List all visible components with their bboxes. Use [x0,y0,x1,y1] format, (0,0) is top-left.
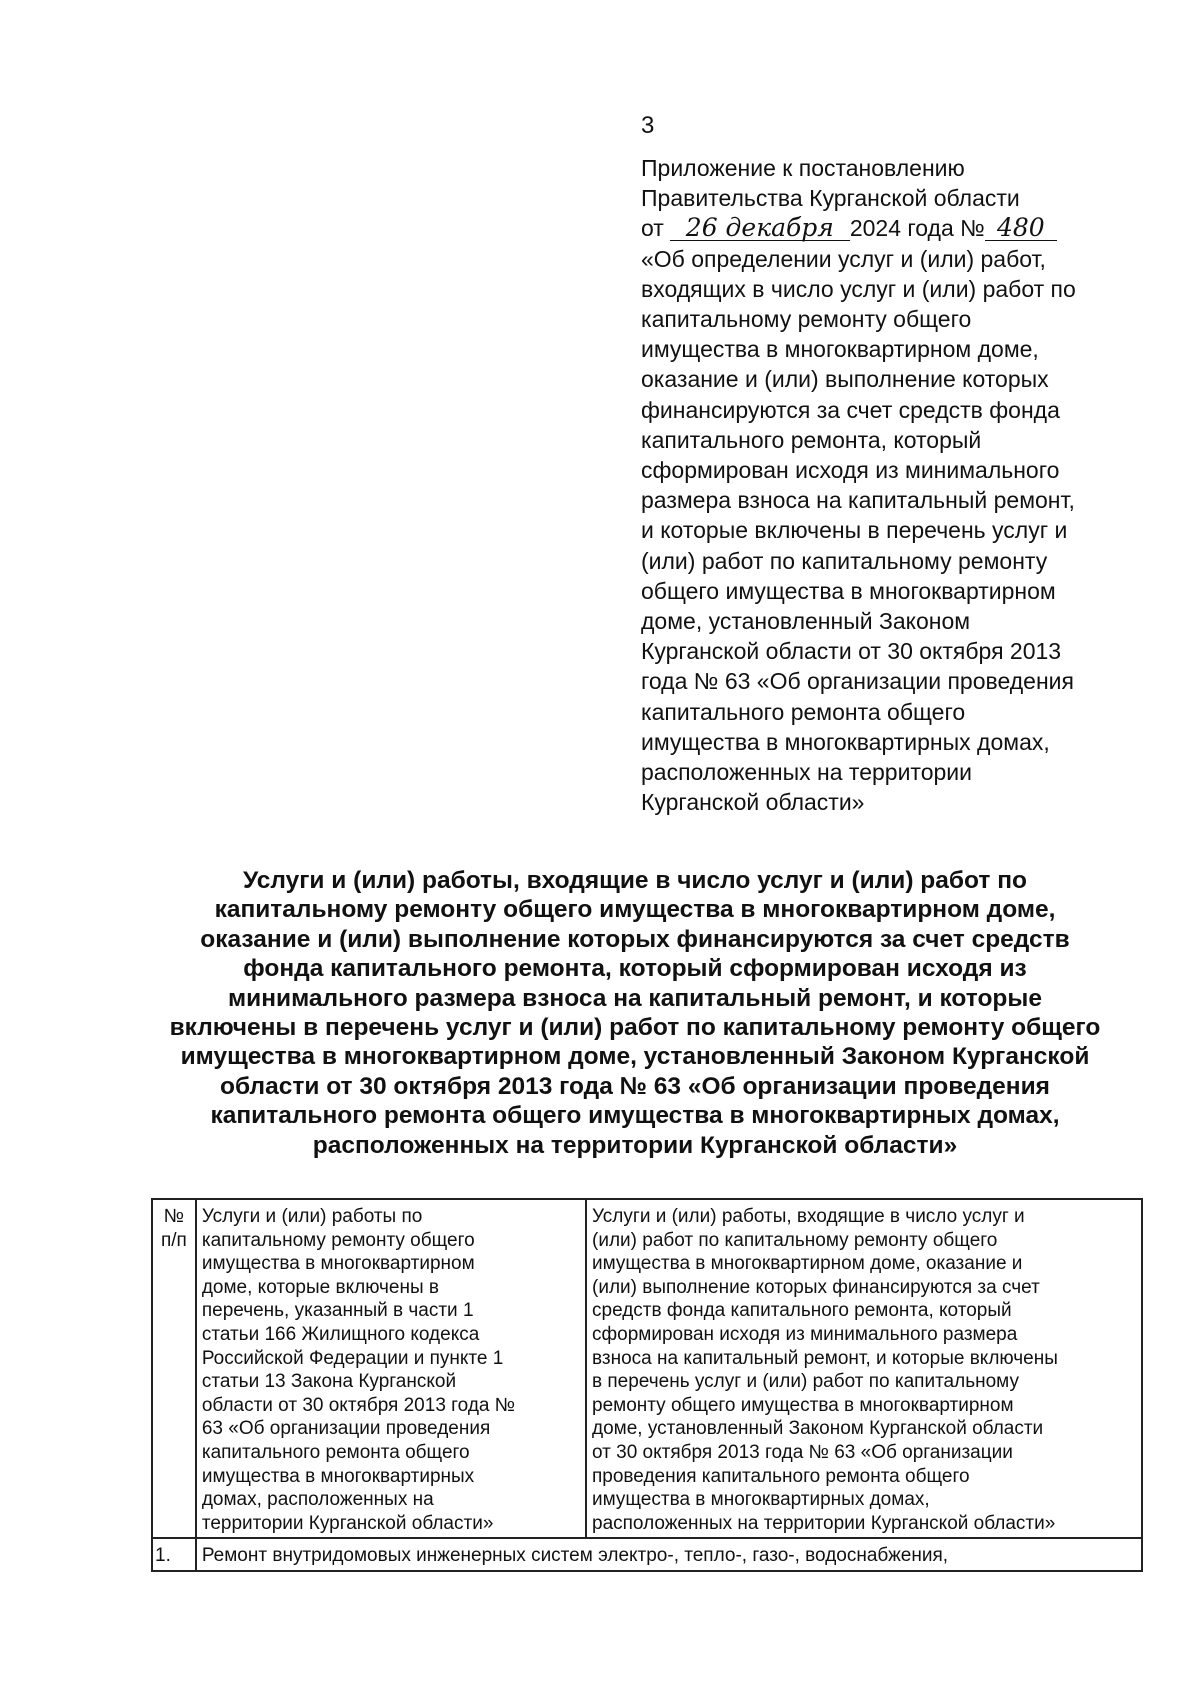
title-line: расположенных на территории Курганской области» [312,1131,958,1159]
appendix-line: имущества в многоквартирном доме, [641,336,1039,363]
cell-line: Услуги и (или) работы, входящие в число услуг и [592,1206,1025,1227]
appendix-line: Приложение к постановлению [641,155,965,181]
appendix-line: капитального ремонта общего [641,698,966,725]
cell-line: № [163,1206,185,1227]
appendix-line: капитального ремонта, который [641,426,982,453]
cell-line: имущества в многоквартирных [201,1465,475,1487]
cell-line: ремонту общего имущества в многоквартирном [592,1394,1014,1416]
appendix-line: сформирован исходя из минимального [641,457,1060,484]
cell-line: капитального ремонта общего [201,1441,470,1463]
date-prefix: от [641,215,664,242]
cell-line: статьи 13 Закона Курганской [201,1371,457,1393]
title-line: оказание и (или) выполнение которых финансируются за счет средств [200,925,1070,953]
cell-line: имущества в многоквартирном доме, оказание и [592,1253,1023,1275]
cell-line: в перечень услуг и (или) работ по капитальному [592,1371,1019,1393]
document-title [110,866,1160,1160]
title-line: фонда капитального ремонта, который сформирован исходя из [243,955,1027,983]
header-cell-services-funded [586,1199,1142,1538]
appendix-line: расположенных на территории [641,759,972,786]
header-cell-number [152,1199,196,1538]
cell-line: расположенных на территории Курганской области» [592,1512,1056,1534]
cell-line: Услуги и (или) работы по [201,1206,423,1227]
cell-line: имущества в многоквартирном [201,1253,475,1275]
row-text-cell [196,1538,1142,1571]
appendix-line: (или) работ по капитальному ремонту [641,547,1048,574]
appendix-line: и которые включены в перечень услуг и [641,517,1068,544]
cell-line: взноса на капитальный ремонт, и которые включены [592,1347,1058,1369]
title-line: Услуги и (или) работы, входящие в число услуг и (или) работ по [243,867,1027,894]
title-line: капитального ремонта общего имущества в многоквартирных домах, [210,1102,1060,1130]
appendix-line: Правительства Курганской области [641,185,1020,212]
appendix-block [641,153,1161,817]
cell-line: п/п [160,1229,187,1251]
title-line: имущества в многоквартирном доме, установленный Законом Курганской [180,1043,1090,1071]
title-line: капитальному ремонту общего имущества в многоквартирном доме, [214,896,1056,924]
appendix-line: оказание и (или) выполнение которых [641,366,1049,393]
appendix-line: имущества в многоквартирных домах, [641,728,1050,755]
appendix-line: размера взноса на капитальный ремонт, [641,487,1075,514]
cell-line: перечень, указанный в части 1 [201,1300,474,1322]
cell-line: доме, установленный Законом Курганской области [592,1418,1044,1440]
cell-line: области от 30 октября 2013 года № [201,1394,516,1416]
cell-line: домах, расположенных на [201,1489,434,1511]
appendix-date-line [641,213,1161,243]
table-header-row [152,1199,1142,1538]
appendix-line: года № 63 «Об организации проведения [641,668,1074,695]
services-table [151,1198,1143,1572]
cell-line: средств фонда капитального ремонта, который [592,1300,1012,1322]
cell-line: от 30 октября 2013 года № 63 «Об организации [592,1441,1013,1463]
header-cell-services-included [196,1199,586,1538]
appendix-line: общего имущества в многоквартирном [641,577,1056,604]
appendix-line: «Об определении услуг и (или) работ, [641,245,1046,272]
cell-line: проведения капитального ремонта общего [592,1465,970,1487]
cell-line: сформирован исходя из минимального размера [592,1323,1018,1345]
table-row [152,1538,1142,1571]
row-number-cell: 1. [152,1538,196,1571]
cell-line: Российской Федерации и пункте 1 [201,1347,504,1369]
title-line: включены в перечень услуг и (или) работ по капитальному ремонту общего [169,1014,1101,1042]
cell-line: доме, которые включены в [201,1276,440,1298]
page-number: 3 [641,112,655,139]
date-middle: 2024 года № [849,215,985,242]
cell-line: статьи 166 Жилищного кодекса [201,1323,480,1345]
handwritten-date: 26 декабря [670,216,850,241]
appendix-line: финансируются за счет средств фонда [641,396,1060,423]
cell-line: (или) выполнение которых финансируются за счет [592,1276,1040,1298]
handwritten-number: 480 [985,216,1057,241]
appendix-line: капитальному ремонту общего [641,306,972,333]
appendix-line: Курганской области от 30 октября 2013 [641,638,1062,665]
cell-line: капитальному ремонту общего [201,1229,475,1251]
appendix-line: доме, установленный Законом [641,608,971,635]
title-line: минимального размера взноса на капитальный ремонт, и которые [228,984,1042,1012]
cell-line: территории Курганской области» [201,1512,494,1534]
cell-line: 63 «Об организации проведения [201,1418,491,1440]
cell-line: Ремонт внутридомовых инженерных систем электро-, тепло-, газо-, водоснабжения, [201,1545,949,1567]
appendix-line: Курганской области» [641,789,865,816]
cell-line: (или) работ по капитальному ремонту общего [592,1229,998,1251]
appendix-line: входящих в число услуг и (или) работ по [641,275,1076,302]
title-line: области от 30 октября 2013 года № 63 «Об организации проведения [220,1072,1050,1100]
appendix-body [641,244,1161,818]
cell-line: имущества в многоквартирных домах, [592,1489,930,1511]
